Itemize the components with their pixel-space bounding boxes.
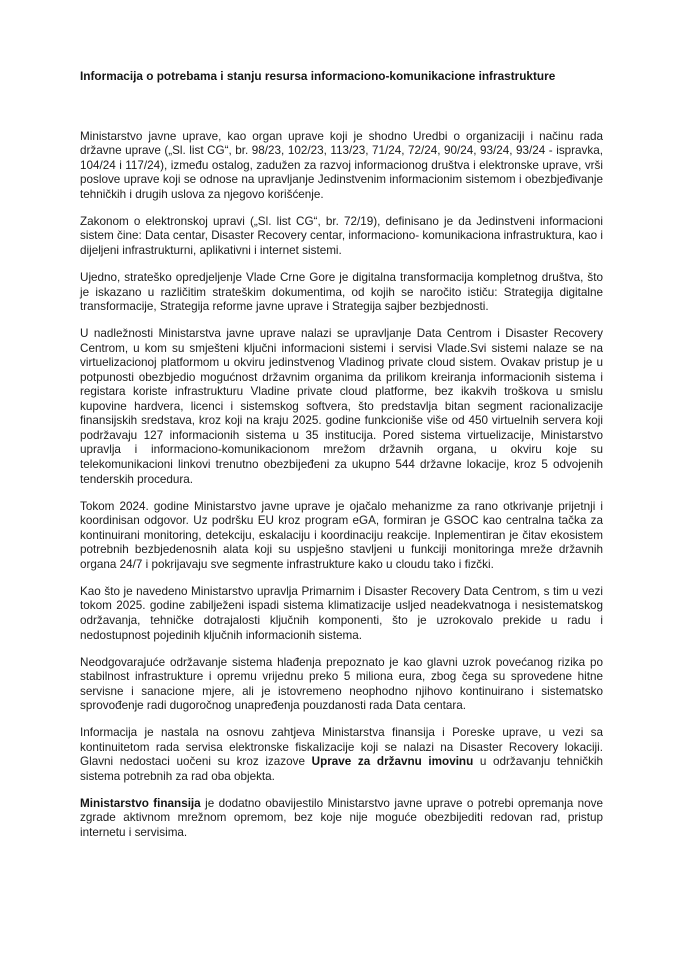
paragraph-finance-ministry-bold-term: Ministarstvo finansija: [80, 796, 201, 810]
paragraph-finance-ministry-text: je dodatno obavijestilo Ministarstvo javne uprave o potrebi opremanja nove zgrade aktivnom mrežnom opremom, bez koje nije moguće obezbijediti redovan rad, pristup internetu i servisima.: [80, 796, 603, 840]
document-title: Informacija o potrebama i stanju resursa informaciono-komunikacione infrastrukture: [80, 69, 556, 83]
paragraph-digital-transformation: Ujedno, strateško opredjeljenje Vlade Crne Gore je digitalna transformacija kompletnog društva, što je iskazano u različitim strateškim dokumentima, od kojih se naročito ističu: Strategija digitalne transformacije, Strategija reforme javne uprave i Strategija sajber bezbjednosti.: [80, 270, 603, 314]
paragraph-finance-ministry-notice: [80, 797, 603, 841]
paragraph-fiscalization-text-before: Informacija je nastala na osnovu zahtjeva Ministarstva finansija i Poreske uprave, u vezi sa kontinuitetom rada servisa elektronske fiskalizacije koji se nalazi na Disaster Recovery lokaciji. Glavni nedostaci uočeni su kroz izazove: [80, 726, 603, 769]
paragraph-fiscalization-request: [80, 726, 603, 784]
paragraph-data-center-management: U nadležnosti Ministarstva javne uprave nalazi se upravljanje Data Centrom i Disaster Recovery Centrom, u kom su smješteni ključni informacioni sistemi i servisi Vlade.Svi sistemi nalaze se na virtuelizacionoj platformom u okviru jedinstvenog Vladinog private cloud sistem. Ovakav pristup je u potpunosti obezbjedio mogućnost državnim organima da prilikom kreiranja informacionih sistema i registara koriste infrastrukturu Vladine private cloud platforme, bez ikakvih troškova u smislu kupovine hardvera, licenci i sistemskog softvera, što predstavlja bitan segment racionalizacije finansijskih sredstava, kroz koji na kraju 2025. godine funkcioniše više od 450 virtuelnih servera koji podržavaju 127 informacionih sistema u 35 institucija. Pored sistema virtuelizacije, Ministarstvo upravlja i informaciono-komunikacionom mrežom državnih organa, u okviru koje su telekomunikacioni linkovi trenutno obezbijeđeni za ukupno 544 državne lokacije, kroz 5 odvojenih tenderskih procedura.: [80, 327, 603, 486]
paragraph-gsoc-security: Tokom 2024. godine Ministarstvo javne uprave je ojačalo mehanizme za rano otkrivanje prijetnji i koordinisan odgovor. Uz podršku EU kroz program eGA, formiran je GSOC kao centralna tačka za kontinuirani monitoring, detekciju, eskalaciju i koordinaciju reakcije. Inplementiran je čitav ekosistem potrebnih bezbjedenosnih alata koji su uspješno stavljeni u funkciji monitoringa mreže državnih organa 24/7 i pokrijavaju sve segmente infrastrukture kako u cloudu tako i fizčki.: [80, 499, 603, 571]
paragraph-egovernment-law: Zakonom o elektronskoj upravi („Sl. list CG“, br. 72/19), definisano je da Jedinstveni informacioni sistem čine: Data centar, Disaster Recovery centar, informaciono- komunikaciona infrastruktura, kao i dijeljeni infrastrukturni, aplikativni i internet sistemi.: [80, 214, 603, 257]
paragraph-fiscalization-text-after: u održavanju tehničkih sistema potrebnih za rad oba objekta.: [80, 755, 604, 783]
paragraph-fiscalization-bold-term: Uprave za državnu imovinu: [311, 755, 474, 769]
paragraph-ministry-role: Ministarstvo javne uprave, kao organ uprave koji je shodno Uredbi o organizaciji i načinu rada državne uprave („Sl. list CG“, br. 98/23, 102/23, 113/23, 71/24, 72/24, 90/24, 93/24, 93/24 - ispravka, 104/24 i 117/24), između ostalog, zadužen za razvoj informacionog društva i elektronske uprave, vrši poslove uprave koji se odnose na upravljanje Jedinstvenim informacionim sistemom i obezbjeđivanje tehničkih i drugih uslova za njegovo korišćenje.: [80, 129, 603, 201]
paragraph-cooling-maintenance: Neodgovarajuće održavanje sistema hlađenja prepoznato je kao glavni uzrok povećanog rizika po stabilnost infrastrukture i opremu vrijednu preko 5 miliona eura, zbog čega su sprovedene hitne servisne i sanacione mjere, ali je istovremeno neophodno njihovo kontinuirano i sistematsko sprovođenje radi dugoročnog unapređenja pouzdanosti rada Data centara.: [80, 655, 603, 713]
paragraph-climatization-outages: Kao što je navedeno Ministarstvo upravlja Primarnim i Disaster Recovery Data Centrom, s tim u vezi tokom 2025. godine zabilježeni ispadi sistema klimatizacije usljed neadekvatnoga i nesistematskog održavanja, tehničke dotrajalosti ključnih komponenti, što je uzrokovalo prekide u radu i nedostupnost pojedinih ključnih informacionih sistema.: [80, 584, 603, 642]
